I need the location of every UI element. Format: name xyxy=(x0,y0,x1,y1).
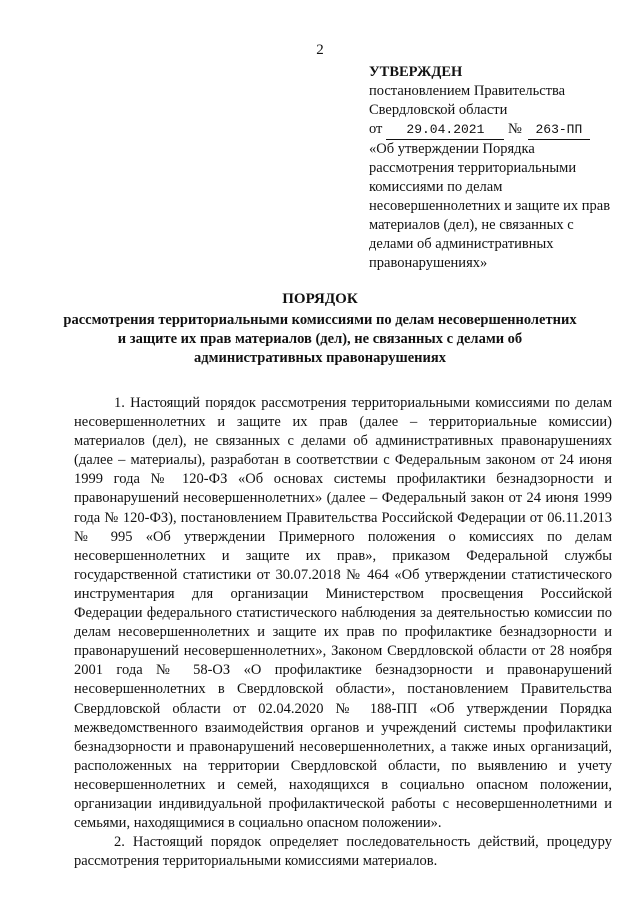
page-number: 2 xyxy=(316,42,324,58)
paragraph-2: 2. Настоящий порядок определяет последовательность действий, процедуру рассмотрения территориальными комиссиями материалов. xyxy=(74,834,612,870)
document-body xyxy=(74,394,612,871)
date-prefix: от xyxy=(369,121,383,137)
document-subtitle: рассмотрения территориальными комиссиями по делам несовершеннолетних и защите их прав материалов (дел), не связанных с делами об административных правонарушениях xyxy=(63,312,577,366)
approval-line-1: постановлением Правительства xyxy=(369,83,566,99)
document-title: ПОРЯДОК xyxy=(282,291,358,307)
paragraph-1: 1. Настоящий порядок рассмотрения территориальными комиссиями по делам несовершеннолетних и защите их прав (далее – территориальные комиссии) материалов (дел), не связанных с делами об административных правонарушениях (далее – материалы), разработан в соответствии с Федеральным законом от 24 июня 1999 года № 120-ФЗ «Об основах системы профилактики безнадзорности и правонарушений несовершеннолетних» (далее – Федеральный закон от 24 июня 1999 года № 120-ФЗ), постановлением Правительства Российской Федерации от 06.11.2013 № 995 «Об утверждении Примерного положения о комиссиях по делам несовершеннолетних и защите их прав», приказом Федеральной службы государственной статистики от 30.07.2018 № 464 «Об утверждении статистического инструментария для организации Министерством просвещения Российской Федерации федерального статистического наблюдения за деятельностью комиссии по делам несовершеннолетних и защите их прав по профилактике безнадзорности и правонарушений несовершеннолетних», Законом Свердловской области от 28 ноября 2001 года № 58-ОЗ «О профилактике безнадзорности и правонарушений несовершеннолетних в Свердловской области», постановлением Правительства Свердловской области от 02.04.2020 № 188-ПП «Об утверждении Порядка межведомственного взаимодействия органов и учреждений системы профилактики безнадзорности и правонарушений несовершеннолетних, а также иных организаций, расположенных на территории Свердловской области, по выявлению и учету несовершеннолетних и семей, находящихся в социально опасном положении, организации индивидуальной профилактической работы с несовершеннолетними и семьями, находящимися в социально опасном положении». xyxy=(74,395,612,832)
approval-line-2: Свердловской области xyxy=(369,102,508,118)
decree-number: 263-ПП xyxy=(528,120,590,140)
decree-date: 29.04.2021 xyxy=(386,120,504,140)
approval-block xyxy=(369,63,619,273)
number-prefix: № xyxy=(508,121,522,137)
approval-heading: УТВЕРЖДЕН xyxy=(369,64,463,80)
approval-date-line xyxy=(369,120,619,140)
document-title-block xyxy=(60,289,580,368)
decree-title: «Об утверждении Порядка рассмотрения территориальными комиссиями по делам несовершеннолетних и защите их прав материалов (дел), не связанных с делами об административных правонарушениях» xyxy=(369,141,611,271)
